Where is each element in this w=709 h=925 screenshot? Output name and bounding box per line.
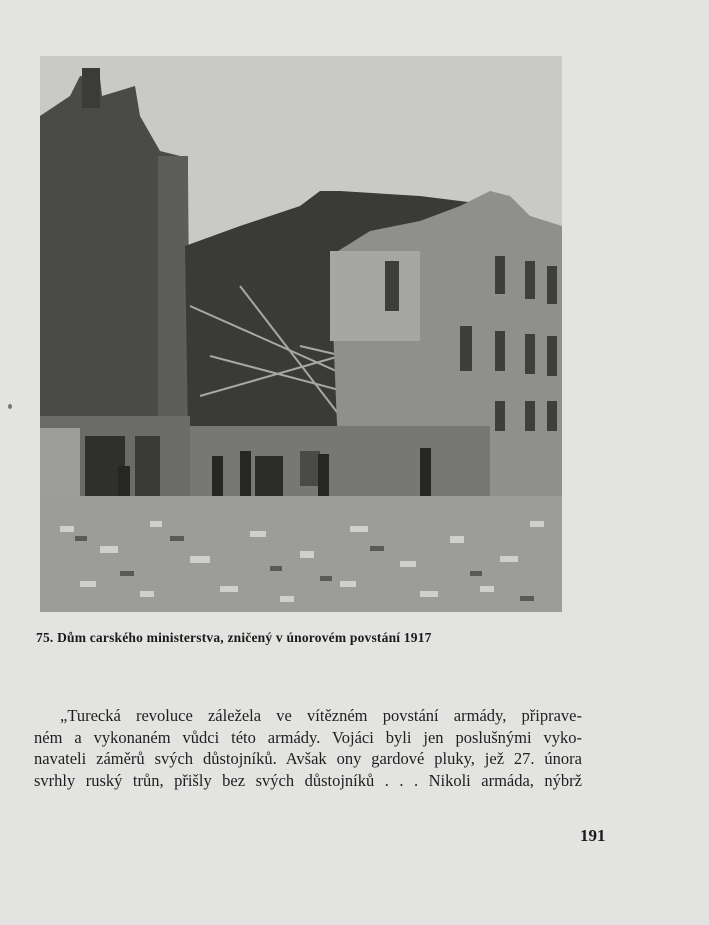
figure-caption-text: Dům carského ministerstva, zničený v únorovém povstání 1917	[57, 630, 432, 645]
body-line: navateli záměrů svých důstojníků. Avšak ony gardové pluky, jež 27. února	[34, 749, 582, 768]
body-line: ném a vykonaném vůdci této armády. Vojáci byli jen poslušnými vyko-	[34, 727, 582, 747]
page-number: 191	[580, 826, 606, 845]
paper-speck	[8, 404, 12, 409]
figure-number: 75.	[36, 630, 54, 645]
body-line: svrhly ruský trůn, přišly bez svých důstojníků . . . Nikoli armáda, nýbrž	[34, 770, 582, 790]
photograph-ruined-building	[40, 56, 562, 612]
body-line: „Turecká revoluce záležela ve vítězném povstání armády, připrave-	[60, 706, 582, 725]
figure-caption	[36, 630, 576, 646]
body-paragraph	[34, 705, 582, 791]
